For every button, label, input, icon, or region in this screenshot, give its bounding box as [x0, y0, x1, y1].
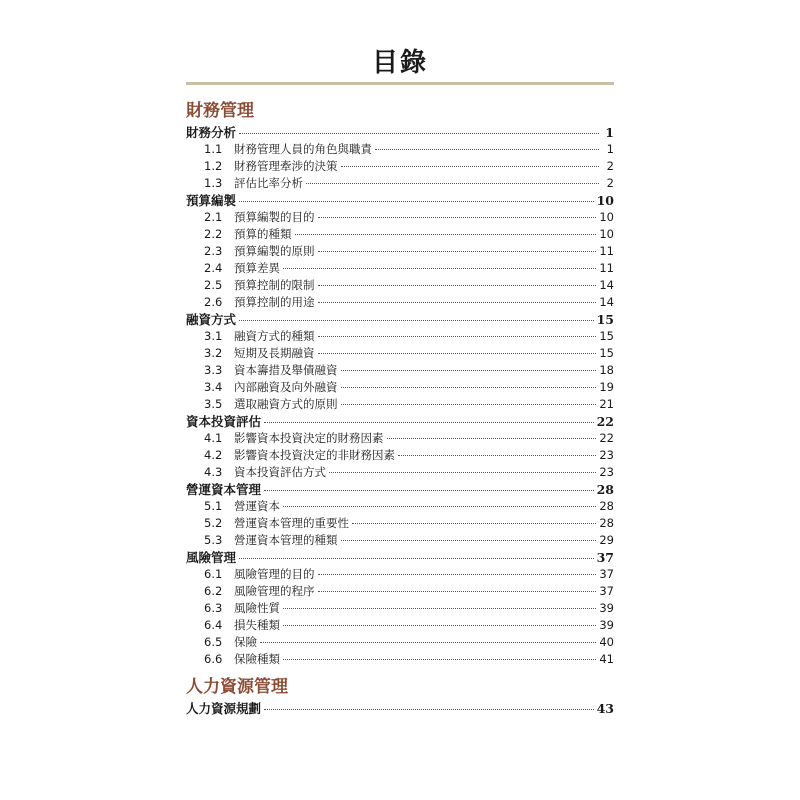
- dot-leader: [239, 558, 594, 559]
- toc-chapter-entry[interactable]: [186, 311, 614, 328]
- chapter-title: 預算編製: [186, 193, 237, 208]
- subsection-title: 選取融資方式的原則: [234, 397, 338, 411]
- page-number: 15: [599, 346, 614, 360]
- dot-leader: [264, 490, 594, 491]
- page-number: 2: [606, 159, 614, 173]
- dot-leader: [341, 387, 597, 388]
- page-number: 28: [599, 516, 614, 530]
- page-number: 28: [596, 482, 614, 497]
- toc-subsection-entry[interactable]: [186, 175, 614, 192]
- toc-subsection-entry[interactable]: [186, 226, 614, 243]
- page-number: 43: [596, 701, 614, 716]
- subsection-title: 內部融資及向外融資: [234, 380, 338, 394]
- page-number: 15: [596, 312, 614, 327]
- subsection-title: 保險: [234, 635, 257, 649]
- subsection-number: 2.5: [204, 278, 223, 292]
- subsection-number: 1.1: [204, 142, 223, 156]
- toc-subsection-entry[interactable]: [186, 277, 614, 294]
- toc-subsection-entry[interactable]: [186, 294, 614, 311]
- toc-subsection-entry[interactable]: [186, 515, 614, 532]
- toc-subsection-entry[interactable]: [186, 260, 614, 277]
- page-number: 1: [606, 142, 614, 156]
- dot-leader: [341, 166, 600, 167]
- subsection-title: 營運資本管理的重要性: [234, 516, 349, 530]
- subsection-title: 預算控制的用途: [234, 295, 315, 309]
- chapter-title: 資本投資評估: [186, 414, 262, 429]
- subsection-title: 預算的種類: [234, 227, 292, 241]
- subsection-number: 4.2: [204, 448, 223, 462]
- subsection-number: 2.1: [204, 210, 223, 224]
- subsection-title: 預算編製的原則: [234, 244, 315, 258]
- page-number: 39: [599, 601, 614, 615]
- toc-subsection-entry[interactable]: [186, 634, 614, 651]
- dot-leader: [318, 285, 597, 286]
- subsection-number: 6.6: [204, 652, 223, 666]
- subsection-title: 保險種類: [234, 652, 280, 666]
- dot-leader: [264, 709, 594, 710]
- toc-chapter-entry[interactable]: [186, 124, 614, 141]
- subsection-title: 營運資本: [234, 499, 280, 513]
- subsection-number: 2.3: [204, 244, 223, 258]
- page-number: 18: [599, 363, 614, 377]
- dot-leader: [318, 591, 597, 592]
- page-number: 40: [599, 635, 614, 649]
- toc-subsection-entry[interactable]: [186, 379, 614, 396]
- subsection-number: 5.2: [204, 516, 223, 530]
- subsection-title: 預算編製的目的: [234, 210, 315, 224]
- page-number: 2: [606, 176, 614, 190]
- toc-subsection-entry[interactable]: [186, 464, 614, 481]
- chapter-title: 營運資本管理: [186, 482, 262, 497]
- toc-subsection-entry[interactable]: [186, 498, 614, 515]
- title-divider: [186, 82, 614, 85]
- chapter-title: 融資方式: [186, 312, 237, 327]
- toc-chapter-entry[interactable]: [186, 481, 614, 498]
- subsection-number: 3.5: [204, 397, 223, 411]
- page-title: 目錄: [371, 48, 428, 78]
- dot-leader: [318, 336, 597, 337]
- page-number: 11: [599, 244, 614, 258]
- subsection-number: 3.3: [204, 363, 223, 377]
- dot-leader: [341, 370, 597, 371]
- dot-leader: [283, 268, 596, 269]
- toc-chapter-entry[interactable]: [186, 700, 614, 717]
- subsection-number: 2.2: [204, 227, 223, 241]
- subsection-title: 評估比率分析: [234, 176, 303, 190]
- subsection-number: 1.2: [204, 159, 223, 173]
- dot-leader: [398, 455, 596, 456]
- page-number: 41: [599, 652, 614, 666]
- dot-leader: [341, 540, 597, 541]
- page-number: 14: [599, 295, 614, 309]
- dot-leader: [264, 422, 594, 423]
- subsection-title: 損失種類: [234, 618, 280, 632]
- dot-leader: [239, 320, 594, 321]
- subsection-title: 預算差異: [234, 261, 280, 275]
- toc-subsection-entry[interactable]: [186, 651, 614, 668]
- toc-subsection-entry[interactable]: [186, 566, 614, 583]
- dot-leader: [352, 523, 596, 524]
- page-number: 28: [599, 499, 614, 513]
- dot-leader: [239, 201, 594, 202]
- page-number: 11: [599, 261, 614, 275]
- subsection-title: 營運資本管理的種類: [234, 533, 338, 547]
- toc-subsection-entry[interactable]: [186, 396, 614, 413]
- toc-chapter-entry[interactable]: [186, 192, 614, 209]
- page-number: 37: [599, 584, 614, 598]
- subsection-title: 資本投資評估方式: [234, 465, 326, 479]
- page-number: 1: [605, 125, 614, 140]
- toc-subsection-entry[interactable]: [186, 447, 614, 464]
- subsection-number: 1.3: [204, 176, 223, 190]
- toc-subsection-entry[interactable]: [186, 532, 614, 549]
- toc-subsection-entry[interactable]: [186, 345, 614, 362]
- subsection-number: 2.4: [204, 261, 223, 275]
- subsection-title: 預算控制的限制: [234, 278, 315, 292]
- dot-leader: [318, 302, 597, 303]
- subsection-title: 風險管理的程序: [234, 584, 315, 598]
- page-number: 23: [599, 465, 614, 479]
- subsection-number: 5.1: [204, 499, 223, 513]
- subsection-number: 2.6: [204, 295, 223, 309]
- dot-leader: [375, 149, 599, 150]
- toc-subsection-entry[interactable]: [186, 209, 614, 226]
- page-number: 14: [599, 278, 614, 292]
- subsection-title: 融資方式的種類: [234, 329, 315, 343]
- chapter-title: 財務分析: [186, 125, 237, 140]
- toc-subsection-entry[interactable]: [186, 583, 614, 600]
- section-heading: 財務管理: [186, 101, 254, 121]
- subsection-number: 3.2: [204, 346, 223, 360]
- page-number: 21: [599, 397, 614, 411]
- toc-subsection-entry[interactable]: [186, 600, 614, 617]
- table-of-contents: [186, 98, 614, 717]
- page-number: 22: [596, 414, 614, 429]
- toc-subsection-entry[interactable]: [186, 141, 614, 158]
- subsection-number: 6.3: [204, 601, 223, 615]
- page-number: 39: [599, 618, 614, 632]
- dot-leader: [318, 574, 597, 575]
- toc-subsection-entry[interactable]: [186, 158, 614, 175]
- subsection-title: 財務管理人員的角色與職責: [234, 142, 372, 156]
- page-number: 22: [599, 431, 614, 445]
- subsection-number: 6.1: [204, 567, 223, 581]
- section-heading: 人力資源管理: [186, 677, 288, 697]
- page-number: 15: [599, 329, 614, 343]
- toc-subsection-entry[interactable]: [186, 617, 614, 634]
- page-number: 37: [599, 567, 614, 581]
- page-number: 10: [599, 210, 614, 224]
- dot-leader: [341, 404, 597, 405]
- dot-leader: [239, 133, 599, 134]
- dot-leader: [329, 472, 596, 473]
- subsection-number: 6.2: [204, 584, 223, 598]
- dot-leader: [283, 608, 596, 609]
- dot-leader: [283, 659, 596, 660]
- toc-subsection-entry[interactable]: [186, 243, 614, 260]
- dot-leader: [260, 642, 596, 643]
- dot-leader: [283, 506, 596, 507]
- dot-leader: [306, 183, 599, 184]
- subsection-title: 財務管理牽涉的決策: [234, 159, 338, 173]
- subsection-title: 風險性質: [234, 601, 280, 615]
- dot-leader: [387, 438, 597, 439]
- subsection-number: 5.3: [204, 533, 223, 547]
- dot-leader: [318, 251, 597, 252]
- dot-leader: [318, 217, 597, 218]
- dot-leader: [318, 353, 597, 354]
- subsection-number: 6.4: [204, 618, 223, 632]
- toc-subsection-entry[interactable]: [186, 362, 614, 379]
- page-number: 10: [599, 227, 614, 241]
- page-number: 19: [599, 380, 614, 394]
- subsection-title: 短期及長期融資: [234, 346, 315, 360]
- subsection-number: 6.5: [204, 635, 223, 649]
- page-number: 37: [596, 550, 614, 565]
- subsection-number: 4.3: [204, 465, 223, 479]
- dot-leader: [283, 625, 596, 626]
- chapter-title: 風險管理: [186, 550, 237, 565]
- subsection-title: 資本籌措及舉債融資: [234, 363, 338, 377]
- toc-subsection-entry[interactable]: [186, 430, 614, 447]
- toc-subsection-entry[interactable]: [186, 328, 614, 345]
- page-number: 23: [599, 448, 614, 462]
- subsection-number: 3.1: [204, 329, 223, 343]
- subsection-title: 影響資本投資決定的非財務因素: [234, 448, 395, 462]
- toc-chapter-entry[interactable]: [186, 549, 614, 566]
- subsection-title: 風險管理的目的: [234, 567, 315, 581]
- subsection-title: 影響資本投資決定的財務因素: [234, 431, 384, 445]
- dot-leader: [295, 234, 597, 235]
- toc-chapter-entry[interactable]: [186, 413, 614, 430]
- page-number: 29: [599, 533, 614, 547]
- page-number: 10: [596, 193, 614, 208]
- subsection-number: 4.1: [204, 431, 223, 445]
- subsection-number: 3.4: [204, 380, 223, 394]
- chapter-title: 人力資源規劃: [186, 701, 262, 716]
